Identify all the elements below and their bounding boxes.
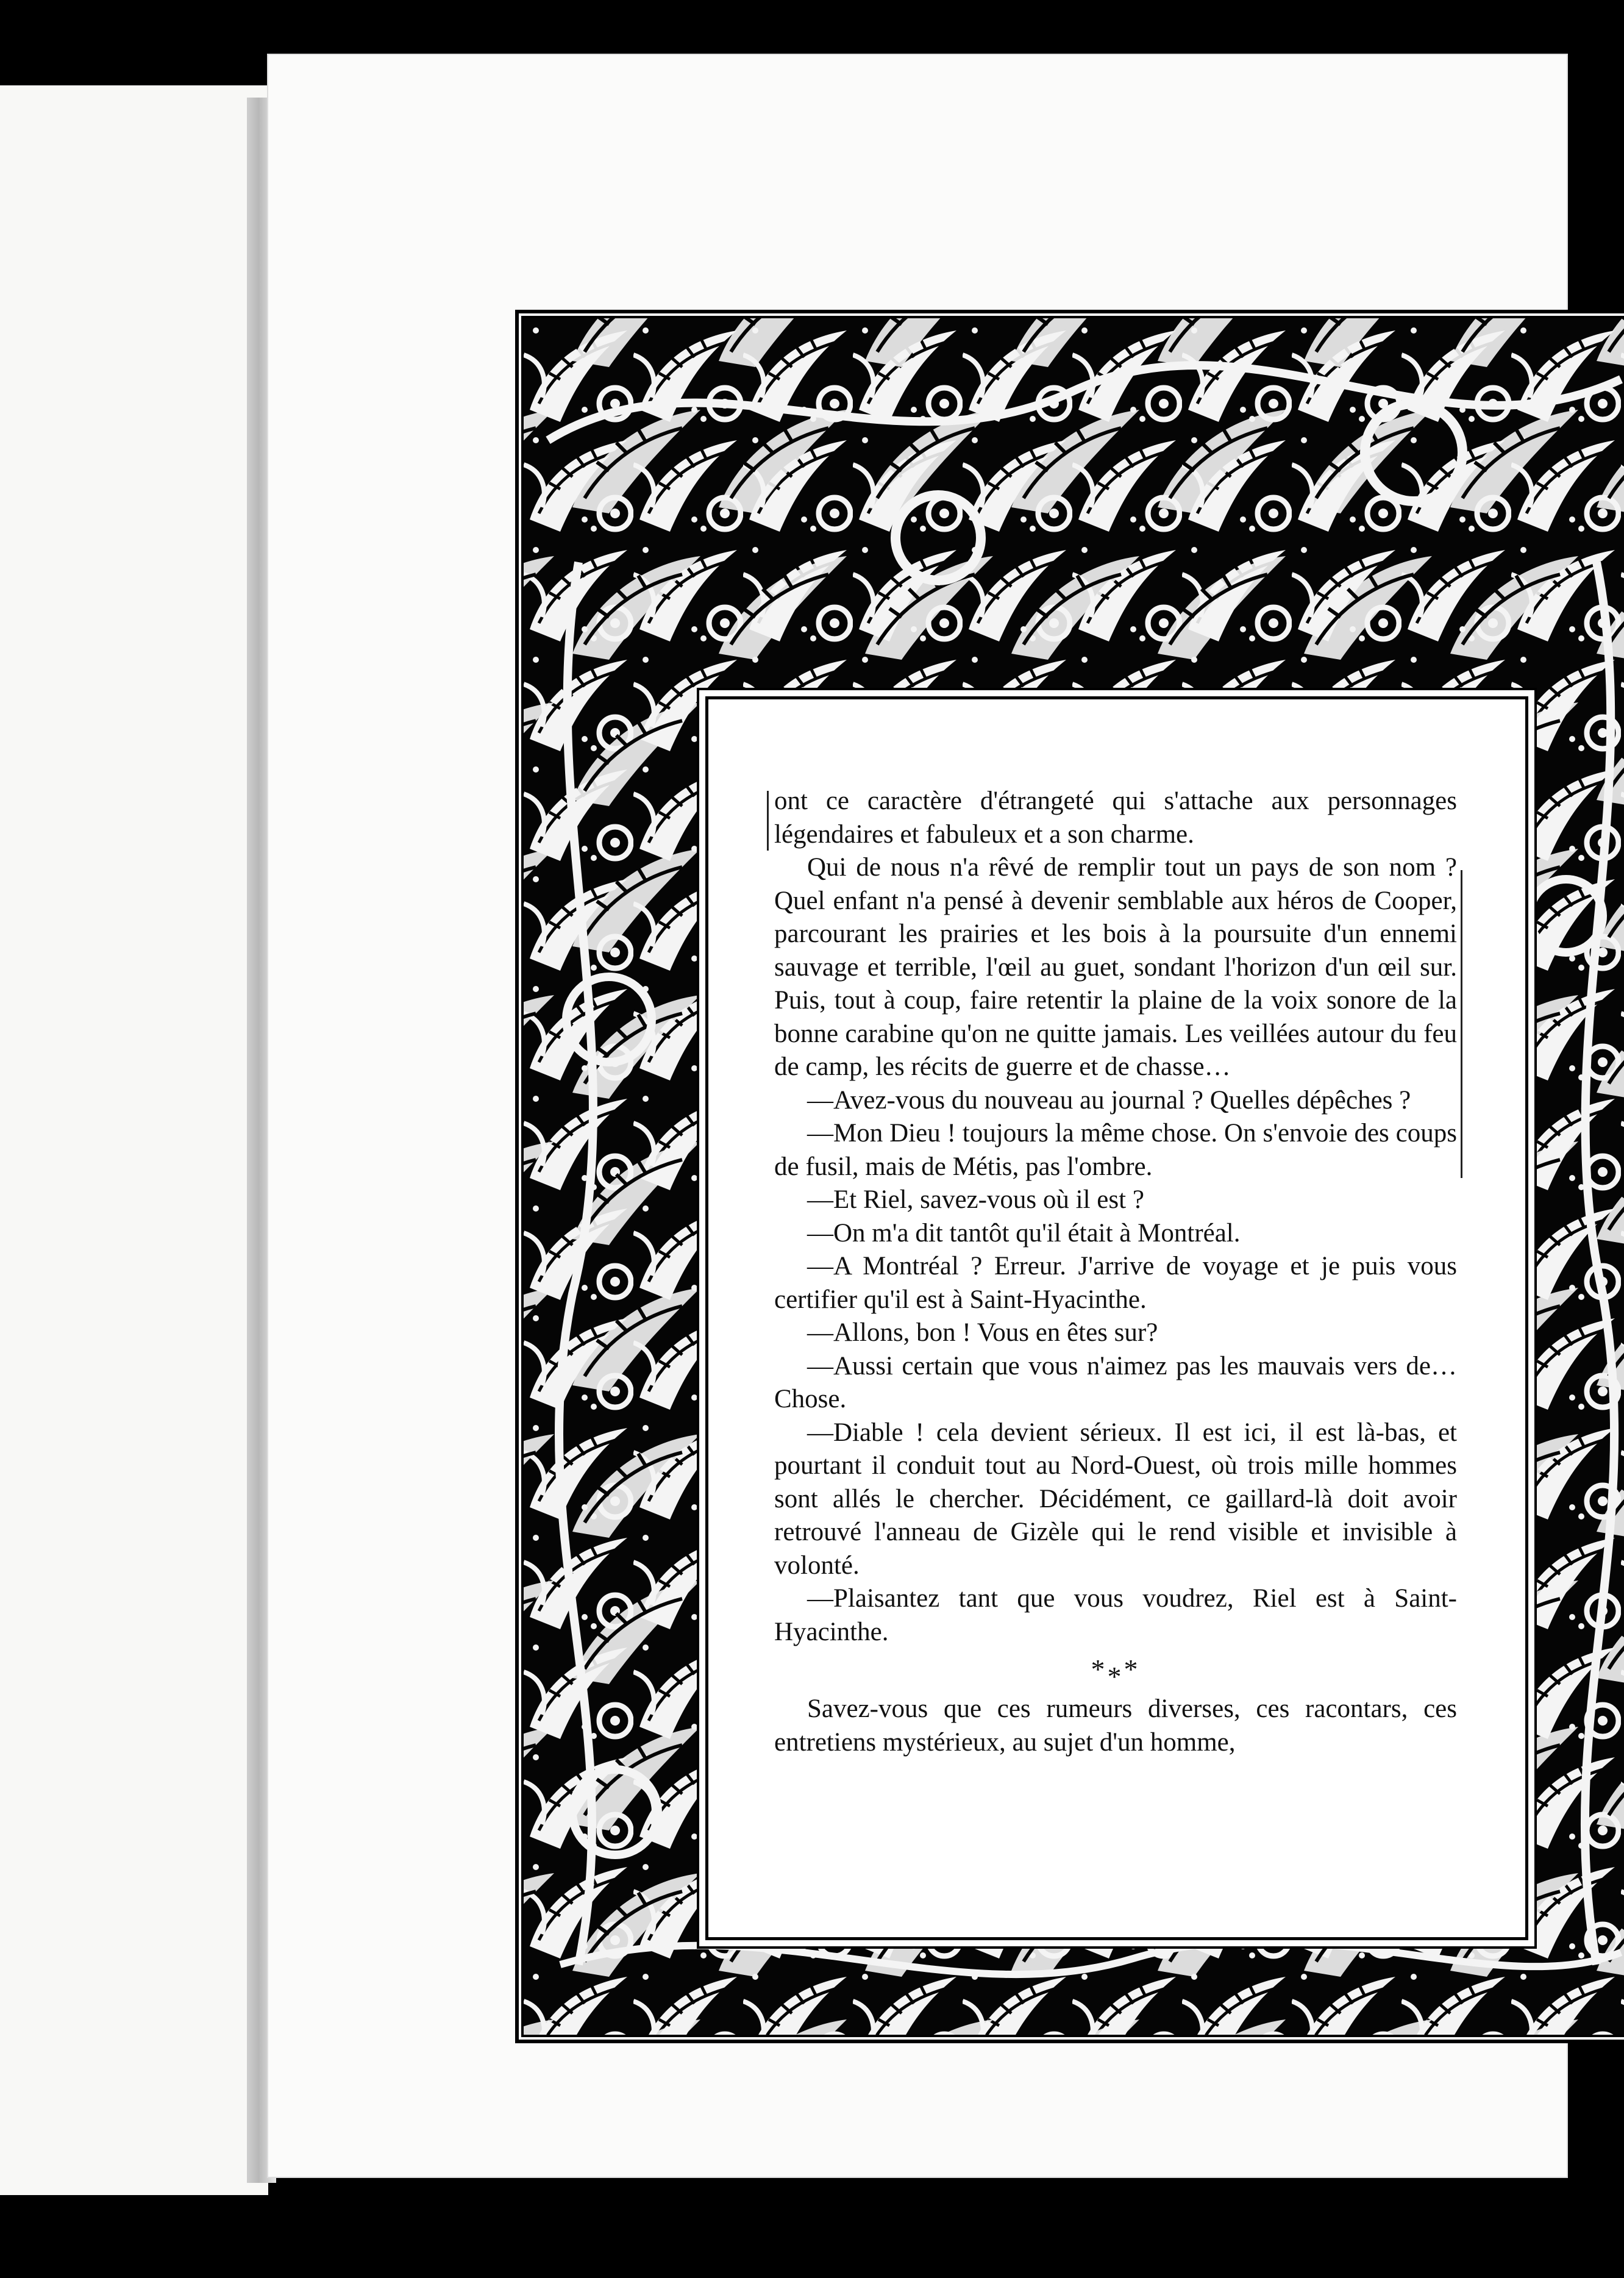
dialogue-line: —Allons, bon ! Vous en êtes sur? [807, 1318, 1158, 1347]
text-panel [705, 696, 1528, 1940]
paragraph: Qui de nous n'a rêvé de remplir tout un pays de son nom ? Quel enfant n'a pensé à devenir semblable aux héros de Cooper, parcourant les prairies et les bois à la poursuite d'un ennemi sauvage et terrible, l'œil au guet, sondant l'horizon d'un œil sur. Puis, tout à coup, faire retentir la plaine de la voix sonore de la bonne carabine qu'on ne quitte jamais. Les veillées autour du feu de camp, les récits de guerre et de chasse… [774, 853, 1457, 1081]
dialogue-line: —Et Riel, savez-vous où il est ? [807, 1185, 1144, 1214]
article-text [774, 785, 1457, 1759]
separator-star: * [1091, 1654, 1108, 1685]
facing-page-blank [0, 85, 268, 2195]
dialogue-line: —Plaisantez tant que vous voudrez, Riel est à Saint-Hyacinthe. [774, 1584, 1457, 1646]
section-separator [774, 1652, 1457, 1692]
dialogue-line: —On m'a dit tantôt qu'il était à Montréal. [807, 1218, 1241, 1248]
dialogue-line: —Diable ! cela devient sérieux. Il est ici, il est là-bas, et pourtant il conduit tout au Nord-Ouest, où trois mille hommes sont allés le chercher. Décidément, ce gaillard-là doit avoir retrouvé l'anneau de Gizèle qui le rend visible et invisible à volonté. [774, 1418, 1457, 1580]
separator-star: * [1107, 1661, 1124, 1692]
ornamental-border [521, 316, 1624, 2037]
paste-edge-line [1461, 870, 1462, 1178]
dialogue-line: —Aussi certain que vous n'aimez pas les mauvais vers de… Chose. [774, 1351, 1457, 1413]
paragraph: ont ce caractère d'étrangeté qui s'attache aux personnages légendaires et fabuleux et a son charme. [774, 787, 1457, 849]
book-page [268, 55, 1567, 2177]
paragraph: Savez-vous que ces rumeurs diverses, ces racontars, ces entretiens mystérieux, au sujet d'un homme, [774, 1694, 1457, 1757]
dialogue-line: —A Montréal ? Erreur. J'arrive de voyage et je puis vous certifier qu'il est à Saint-Hyacinthe. [774, 1252, 1457, 1314]
separator-star: * [1124, 1654, 1141, 1685]
paste-edge-line [767, 791, 769, 851]
dialogue-line: —Avez-vous du nouveau au journal ? Quelles dépêches ? [807, 1085, 1411, 1115]
dialogue-line: —Mon Dieu ! toujours la même chose. On s'envoie des coups de fusil, mais de Métis, pas l'ombre. [774, 1119, 1457, 1181]
